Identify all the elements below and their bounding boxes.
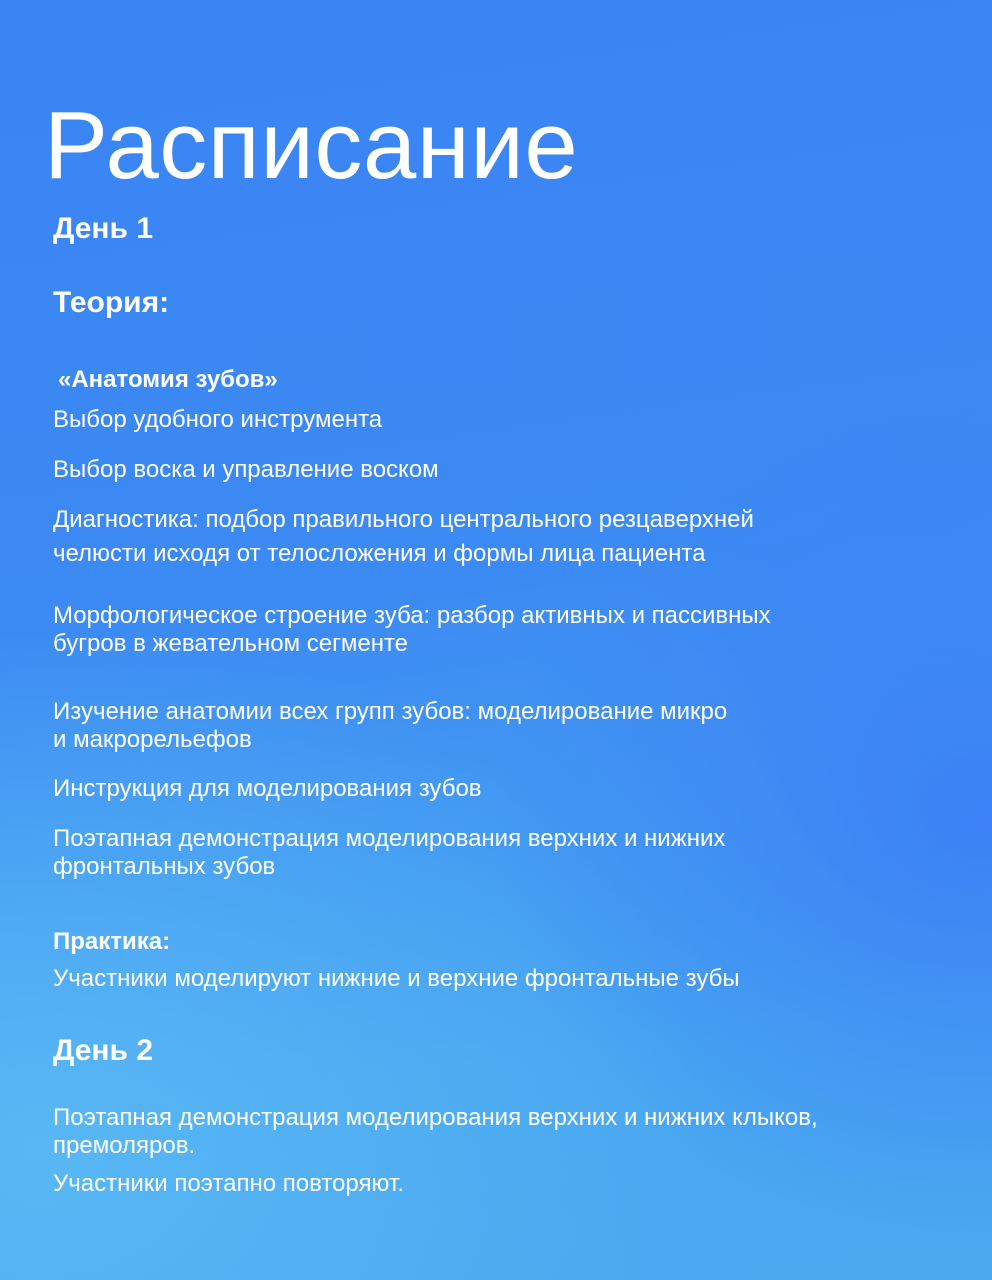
practice-text: Участники моделируют нижние и верхние фронтальные зубы — [53, 965, 740, 992]
day-2-item-repeat: Участники поэтапно повторяют. — [53, 1170, 404, 1197]
schedule-item-anatomy-line-2: и макрорельефов — [53, 726, 252, 753]
theory-heading: Теория: — [53, 286, 170, 319]
schedule-item-wax-choice: Выбор воска и управление воском — [53, 456, 439, 483]
day-2-item-demo-line-2: премоляров. — [53, 1132, 196, 1159]
day-2-item-demo-line-1: Поэтапная демонстрация моделирования верхних и нижних клыков, — [53, 1104, 818, 1131]
schedule-item-demo-front-line-1: Поэтапная демонстрация моделирования верхних и нижних — [53, 825, 726, 852]
schedule-item-diagnostics-line-2: челюсти исходя от телосложения и формы лица пациента — [53, 540, 706, 567]
schedule-item-morphology-line-2: бугров в жевательном сегменте — [53, 630, 409, 657]
schedule-item-instruction: Инструкция для моделирования зубов — [53, 775, 482, 802]
schedule-item-diagnostics-line-1: Диагностика: подбор правильного центрального резцаверхней — [53, 506, 754, 533]
day-1-heading: День 1 — [53, 212, 154, 245]
page-title: Расписание — [44, 92, 579, 199]
day-2-heading: День 2 — [53, 1034, 154, 1067]
schedule-item-morphology-line-1: Морфологическое строение зуба: разбор активных и пассивных — [53, 602, 771, 629]
topic-title: «Анатомия зубов» — [58, 366, 278, 393]
schedule-item-anatomy-line-1: Изучение анатомии всех групп зубов: моделирование микро — [53, 698, 728, 725]
schedule-item-demo-front-line-2: фронтальных зубов — [53, 853, 276, 880]
schedule-item-tool-choice: Выбор удобного инструмента — [53, 406, 383, 433]
practice-heading: Практика: — [53, 928, 171, 955]
